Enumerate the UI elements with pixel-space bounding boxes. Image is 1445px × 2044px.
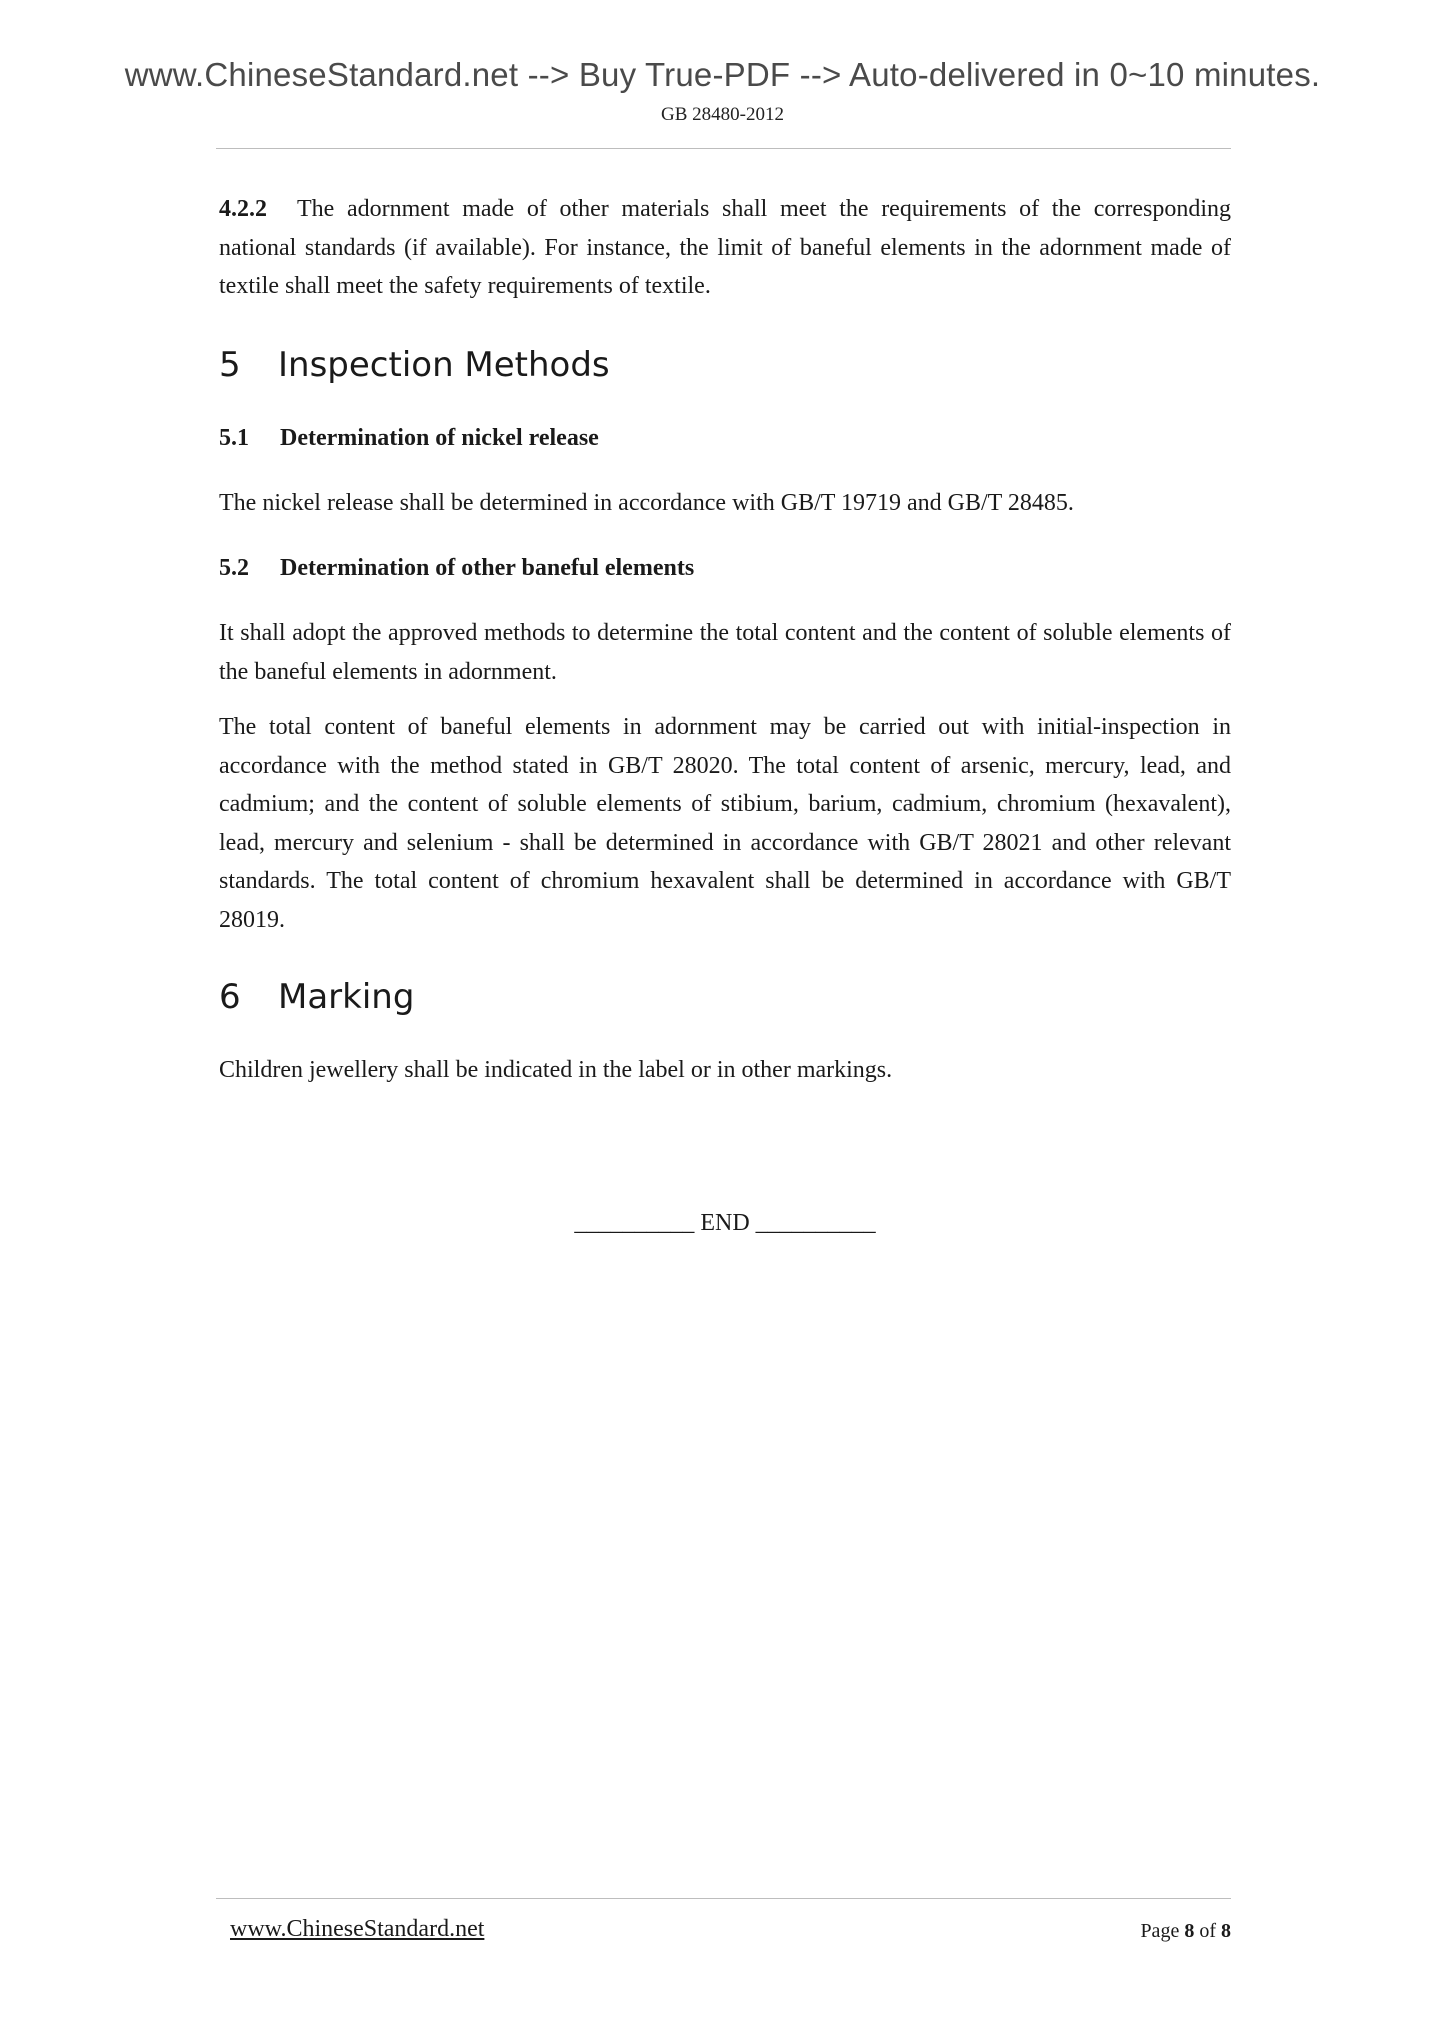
subsection-title: Determination of nickel release — [280, 424, 599, 451]
subsection-number: 5.2 — [219, 554, 249, 581]
clause-5-2-paragraph-2: The total content of baneful elements in adornment may be carried out with initial-inspection in accordance with the method stated in GB/T 28020. The total content of arsenic, mercury, lead, and cadmium; and the content of soluble elements of stibium, barium, cadmium, chromium (hexavalent), lead, mercury and selenium - shall be determined in accordance with GB/T 28021 and other relevant standards. The total content of chromium hexavalent shall be determined in accordance with GB/T 28019. — [219, 714, 1231, 933]
footer-site-link[interactable]: www.ChineseStandard.net — [230, 1916, 485, 1942]
section-number: 5 — [219, 344, 241, 385]
page-indicator — [1140, 1920, 1231, 1943]
site-banner: www.ChineseStandard.net --> Buy True-PDF --> Auto-delivered in 0~10 minutes. — [124, 56, 1321, 93]
subsection-heading-5-2 — [219, 549, 1231, 588]
page-total: 8 — [1221, 1920, 1231, 1942]
footer-divider — [216, 1898, 1231, 1899]
section-6-text: Children jewellery shall be indicated in the label or in other markings. — [219, 1057, 893, 1083]
end-marker: __________ END __________ — [574, 1209, 876, 1236]
section-title: Marking — [278, 977, 415, 1017]
clause-number: 4.2.2 — [219, 196, 267, 222]
section-heading-6 — [219, 975, 1231, 1019]
clause-text: The adornment made of other materials shall meet the requirements of the corresponding national standards (if available). For instance, the limit of baneful elements in the adornment made of textile shall meet the safety requirements of textile. — [219, 196, 1231, 299]
document-body — [219, 190, 1231, 1242]
section-title: Inspection Methods — [278, 344, 610, 385]
subsection-heading-5-1 — [219, 419, 1231, 458]
standard-code: GB 28480-2012 — [661, 104, 784, 125]
header-divider — [216, 148, 1231, 149]
subsection-title: Determination of other baneful elements — [280, 554, 695, 581]
page-prefix: Page — [1140, 1920, 1180, 1942]
page-of: of — [1199, 1920, 1216, 1942]
section-number: 6 — [219, 977, 241, 1017]
subsection-number: 5.1 — [219, 424, 249, 451]
page-current: 8 — [1184, 1920, 1195, 1942]
clause-5-1-text: The nickel release shall be determined in accordance with GB/T 19719 and GB/T 28485. — [219, 490, 1074, 516]
section-heading-5 — [219, 343, 1231, 387]
clause-5-2-paragraph-1: It shall adopt the approved methods to determine the total content and the content of soluble elements of the baneful elements in adornment. — [219, 620, 1231, 685]
clause-4-2-2 — [219, 190, 1231, 306]
